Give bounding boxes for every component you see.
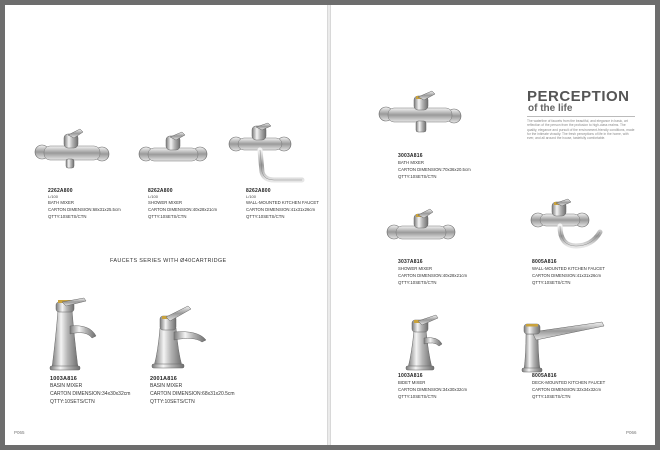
product-bidet-mixer-1003	[400, 312, 450, 372]
product-code: 1003A816	[50, 376, 77, 382]
bidet-mixer-image	[400, 312, 450, 372]
product-deck-kitchen-faucet-8005	[518, 318, 610, 374]
product-name: BIDET MIXER	[398, 380, 426, 385]
product-qty: QTTY:10SETS/CTN	[246, 214, 285, 219]
page-number-right: P066	[626, 430, 637, 435]
deck-kitchen-faucet-image	[518, 318, 610, 374]
product-code: 1003A816	[398, 373, 423, 379]
caption-3037-shower	[398, 259, 467, 286]
headline-divider	[527, 116, 635, 117]
product-carton: CARTON DIMENSION:41x31x26cm	[532, 273, 602, 278]
product-carton: CARTON DIMENSION:70x36x20.5cm	[398, 167, 471, 172]
product-name: BASIN MIXER	[150, 383, 183, 389]
product-code: 8005A816	[532, 259, 557, 265]
product-basin-mixer-2001	[148, 304, 220, 370]
caption-8262-shower	[148, 188, 217, 220]
product-carton: CARTON DIMENSION:34x30x32cm	[50, 391, 131, 397]
product-basin-mixer-1003	[42, 296, 108, 372]
product-qty: QTTY:10SETS/CTN	[398, 280, 437, 285]
product-carton: CARTON DIMENSION:34x30x32cm	[398, 387, 468, 392]
product-name: BASIN MIXER	[50, 383, 83, 389]
product-wall-kitchen-faucet-8005	[530, 198, 608, 258]
product-name: WALL-MOUNTED KITCHEN FAUCET	[246, 200, 319, 205]
wall-kitchen-faucet-image	[228, 122, 308, 192]
product-sub: L/100	[148, 194, 159, 199]
product-qty: QTTY:10SETS/CTN	[398, 174, 437, 179]
series-label: FAUCETS SERIES WITH Ø40CARTRIDGE	[110, 258, 227, 264]
basin-mixer-image	[42, 296, 108, 372]
product-code: 3003A816	[398, 153, 423, 159]
product-code: 8262A800	[246, 188, 271, 194]
headline-of-the-life: of the life	[528, 103, 573, 114]
caption-2001-basin	[150, 376, 235, 406]
caption-8005-deck-kitchen	[532, 373, 605, 400]
product-shower-mixer-3037	[386, 206, 458, 248]
product-sub: L/100	[48, 194, 59, 199]
caption-1003-bidet	[398, 373, 467, 400]
caption-8262-kitchen	[246, 188, 319, 220]
bath-mixer-image	[34, 126, 114, 172]
basin-mixer-image-2	[148, 304, 220, 370]
product-carton: CARTON DIMENSION:32x34x32cm	[532, 387, 602, 392]
product-carton: CARTON DIMENSION:68x31x25.5cm	[48, 207, 121, 212]
product-qty: QTTY:10SETS/CTN	[48, 214, 87, 219]
product-code: 2262A800	[48, 188, 73, 194]
product-qty: QTTY:10SETS/CTN	[50, 399, 95, 405]
product-wall-kitchen-faucet-8262	[228, 122, 308, 192]
product-name: WALL-MOUNTED KITCHEN FAUCET	[532, 266, 605, 271]
shower-mixer-image-3037	[386, 206, 458, 248]
headline-perception: PERCEPTION	[527, 88, 630, 105]
product-qty: QTTY:10SETS/CTN	[148, 214, 187, 219]
product-name: BATH MIXER	[48, 200, 74, 205]
product-code: 3037A816	[398, 259, 423, 265]
page-number-left: P065	[14, 430, 25, 435]
product-code: 8262A800	[148, 188, 173, 194]
caption-1003-basin	[50, 376, 130, 406]
product-carton: CARTON DIMENSION:40x28x21cm	[148, 207, 218, 212]
bath-mixer-image-3003	[378, 88, 464, 136]
product-qty: QTTY:10SETS/CTN	[532, 280, 571, 285]
product-name: BATH MIXER	[398, 160, 424, 165]
intro-paragraph: The waterline of faucets from the beautiful, and elegance in basic, art reflection of the person from the profusion to high-class realms. The quality, elegance and pursuit of the environment-friendly conditions, made for the intimate vivacity. The fresh perceptions of life in the home, with ever, and all around the house, tastefully comfortable.	[527, 119, 635, 141]
product-code: 8005A816	[532, 373, 557, 379]
product-carton: CARTON DIMENSION:40x28x21cm	[398, 273, 468, 278]
product-name: SHOWER MIXER	[148, 200, 183, 205]
product-sub: L/100	[246, 194, 257, 199]
product-qty: QTTY:10SETS/CTN	[398, 394, 437, 399]
shower-mixer-image	[138, 130, 210, 172]
product-bath-mixer-2262	[34, 126, 114, 172]
product-name: DECK-MOUNTED KITCHEN FAUCET	[532, 380, 606, 385]
product-code: 2001A816	[150, 376, 177, 382]
caption-8005-wall-kitchen	[532, 259, 605, 286]
caption-2262	[48, 188, 121, 220]
product-carton: CARTON DIMENSION:68x31x20.5cm	[150, 391, 235, 397]
product-carton: CARTON DIMENSION:41x31x26cm	[246, 207, 316, 212]
product-name: SHOWER MIXER	[398, 266, 433, 271]
product-shower-mixer-8262	[138, 130, 210, 172]
caption-3003-bath	[398, 153, 471, 180]
product-qty: QTTY:10SETS/CTN	[150, 399, 195, 405]
wall-kitchen-faucet-image-8005	[530, 198, 608, 258]
product-qty: QTTY:10SETS/CTN	[532, 394, 571, 399]
product-bath-mixer-3003	[378, 88, 464, 136]
